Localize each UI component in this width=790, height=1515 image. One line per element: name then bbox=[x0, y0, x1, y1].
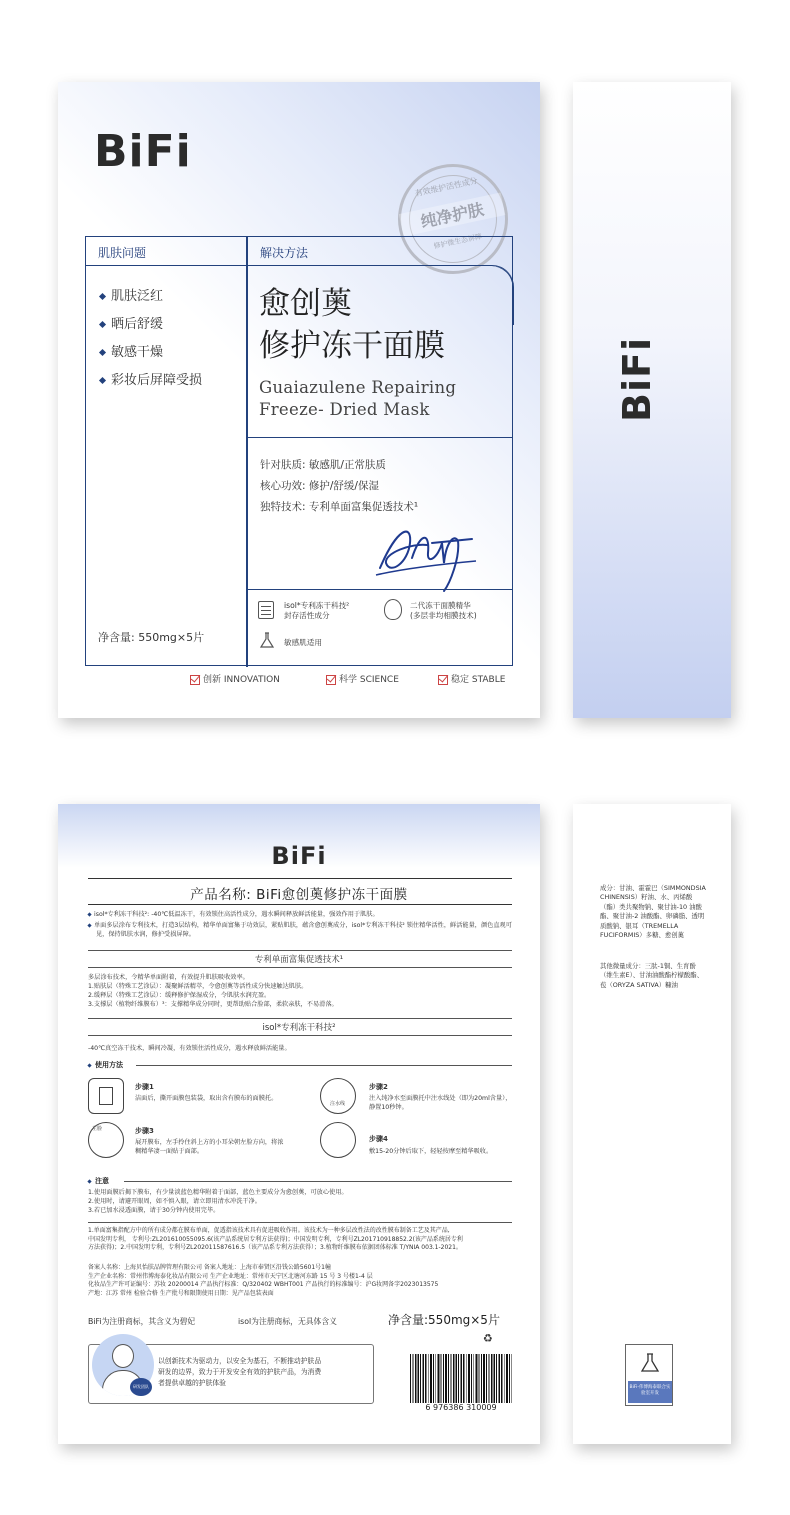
lab-label: BiFi-伟博海泰联合实验室开发 bbox=[628, 1381, 672, 1403]
lab-badge bbox=[625, 1344, 673, 1406]
problem-item: 彩妆后屏障受损 bbox=[100, 369, 202, 397]
check-icon bbox=[190, 675, 200, 685]
net-content-back: 净含量:550mg×5片 bbox=[388, 1313, 500, 1327]
feature-freeze: isol*专利冻干科技² 封存活性成分 bbox=[284, 601, 350, 620]
micro-ingredients: 其他微量成分：三肽-1铜、生育酚（维生素E）、甘油油酸酯柠檬酸酯、苞（ORYZA SATIVA）糠油 bbox=[600, 962, 704, 989]
face-mask-icon bbox=[384, 599, 402, 620]
flask-icon bbox=[258, 631, 276, 649]
side-panel-bottom bbox=[573, 804, 731, 1444]
problem-list bbox=[100, 285, 202, 397]
recycle-icon: ♻ bbox=[483, 1332, 493, 1345]
product-name-en: Guaiazulene Repairing Freeze- Dried Mask bbox=[259, 378, 457, 419]
solution-header: 解决方法 bbox=[260, 246, 309, 260]
step3-text: 展开膜布，左手拎住斜上方的小耳朵朝左脸方向，将浓稠精华凄一面贴于面部。 bbox=[135, 1139, 284, 1155]
step4-title: 步骤4 bbox=[369, 1135, 388, 1143]
sec1-lines: 多层涂布技术，令精华单面附着，有效提升肌肤吸收效率。 1.贴肤层（特殊工艺涂层）：凝聚鲜活精萃，令愈创薁等活性成分快速触达肌肤。 2.缓释层（特殊工艺涂层）：缓释修护保湿成分，令肌肤水润充盈。 3.支撑层（植物纤维膜布）³：支撑精华成分同时，更帮助贴合脸部，柔软亲肤，不易滑落。 bbox=[88, 974, 338, 1008]
brand-logo: BiFi bbox=[94, 126, 192, 177]
tag-stable: 稳定 STABLE bbox=[438, 672, 505, 685]
barcode bbox=[410, 1354, 512, 1404]
side-logo: BiFi bbox=[615, 337, 659, 422]
problem-item: 肌肤泛红 bbox=[100, 285, 202, 313]
signature bbox=[372, 513, 482, 593]
step1-title: 步骤1 bbox=[135, 1083, 154, 1091]
lab-flask-icon bbox=[638, 1351, 662, 1375]
back-panel bbox=[58, 804, 540, 1444]
tag-science: 科学 SCIENCE bbox=[326, 672, 399, 685]
info-table bbox=[85, 236, 513, 666]
stamp-bottom-text: 修护微生态屏障 bbox=[432, 232, 483, 251]
sec2-line: -40℃真空冻干技术，瞬间冷凝，有效锁住活性成分，遇水释放鲜活能量。 bbox=[88, 1045, 291, 1052]
product-name-cn: 愈创薁 修护冻干面膜 bbox=[259, 286, 445, 364]
net-content-front: 净含量: 550mg×5片 bbox=[98, 631, 205, 644]
stamp-top-text: 有效维护活性成分 bbox=[414, 176, 479, 199]
back-bullets: isol*专利冻干科技²: -40℃低温冻干，有效锁住高活性成分，遇水瞬间释放鲜活能量，强效作用于肌肤。 单面多层涂布专利技术，打造3层结构，精华单面富集于功效层，紧贴肌肤，蕴含愈创薁成分，isol*专利冻干科技² 锁住精华活性，鲜活能量，颜色直观可见，保持肌肤水润，修护受损屏障。 bbox=[88, 910, 516, 939]
problem-item: 晒后舒缓 bbox=[100, 313, 202, 341]
barcode-number: 6 976386 310009 bbox=[408, 1403, 514, 1412]
notice-title: 注意 bbox=[88, 1176, 109, 1186]
feature-sensitive: 敏感肌适用 bbox=[284, 638, 322, 647]
usage-title: 使用方法 bbox=[88, 1060, 123, 1070]
sec2-title: isol*专利冻干科技² bbox=[262, 1023, 336, 1033]
step4-text: 敷15-20分钟后取下，轻轻按摩至精华吸收。 bbox=[369, 1148, 493, 1155]
sec1-title: 专利单面富集促透技术¹ bbox=[254, 955, 344, 965]
stamp-center-text: 纯净护肤 bbox=[399, 193, 506, 237]
step1-text: 洁面后，撕开面膜包装袋，取出含有膜布的面膜托。 bbox=[135, 1095, 278, 1102]
product-info: 针对肤质: 敏感肌/正常肤质 核心功效: 修护/舒缓/保湿 独特技术: 专利单面富集促透技术¹ bbox=[260, 459, 419, 513]
problem-header: 肌肤问题 bbox=[98, 246, 147, 260]
check-icon bbox=[326, 675, 336, 685]
back-logo: BiFi bbox=[271, 842, 327, 870]
face-mask-on-icon bbox=[320, 1122, 356, 1158]
tag-innovation: 创新 INNOVATION bbox=[190, 672, 280, 685]
step3-title: 步骤3 bbox=[135, 1127, 154, 1135]
problem-item: 敏感干燥 bbox=[100, 341, 202, 369]
trademark-isol: isol为注册商标，无具体含义 bbox=[238, 1317, 337, 1326]
notice-lines: 1.使用面膜后揭下膜布，有少量淡蓝色精华附着于面部，蓝色主要成分为愈创薁，可放心使用。 2.使用时，请避开眼周，如不慎入眼，请立即用清水冲洗干净。 3.若已加水浸透面膜，请于30分钟内使用完毕。 bbox=[88, 1189, 348, 1214]
water-line-label: 注水线 bbox=[330, 1101, 346, 1107]
document-icon bbox=[258, 601, 274, 619]
brand-statement: 以创新技术为驱动力，以安全为基石，不断推动护肤品 研发的边界，致力于开发安全有效的护肤产品，为消费 者提供卓越的护肤体验 bbox=[158, 1357, 322, 1387]
ingredients: 成分：甘油、霍霍巴（SIMMONDSIA CHINENSIS）籽油、水、丙烯酸（酯）类共聚物钠、聚甘油-10 油酸酯、聚甘油-2 油酸酯、卵磷脂、透明质酸钠、银耳（TREMELLA FUCIFORMIS）多糖、愈创薁 bbox=[600, 884, 706, 940]
mask-tray-icon bbox=[88, 1078, 124, 1114]
back-product-title: 产品名称: BiFi愈创薁修护冻干面膜 bbox=[190, 887, 408, 903]
step2-text: 注入纯净水至面膜托中注水线处（即为20ml含量），静置10秒钟。 bbox=[369, 1095, 512, 1111]
trademark-bifi: BiFi为注册商标，其含义为碧妃 bbox=[88, 1317, 196, 1326]
check-icon bbox=[438, 675, 448, 685]
footnotes: 1.单面富集指配方中的所有成分都在膜布单面，促透指该技术具有促进吸收作用。该技术为一种多层改性法的改性膜布制备工艺及其产品, 中国发明专利， 专利号:ZL201610055095.6(该产品系统居专利方法获得)；中国发明专利，专利号ZL201710918852.2(该产品系统居专利 方法获得)；2.中国发明专利，专利号ZL202011587616.5（该产品系专利方法获得）；3.植物纤维膜布依据团体标准 T/YNIA 003.1-2021。 bbox=[88, 1227, 463, 1252]
rd-team-badge: 研发团队 bbox=[130, 1378, 152, 1396]
front-panel bbox=[58, 82, 540, 718]
side-panel-top bbox=[573, 82, 731, 718]
step2-title: 步骤2 bbox=[369, 1083, 388, 1091]
water-line-icon bbox=[320, 1078, 356, 1114]
feature-essence: 二代冻干面膜精华 (多层非均相膜技术) bbox=[410, 601, 477, 620]
company-info: 备案人名称：上海贝怡肤品牌管理有限公司 备案人地址：上海市奉贤区沿钱公路5601号1幢 生产企业名称：常州伟博海泰化妆品有限公司 生产企业地址：常州市天宁区北塘河东路 15 号 3 号楼1-4 层 化妆品生产许可证编号：苏妆 20200014 产品执行标准：Q/320402 WBHT001 产品执行的标准编号：沪G妆网备字2023013575 产地：江苏 常州 检验合格 生产批号和限期使用日期：见产品包装表面 bbox=[88, 1264, 439, 1297]
left-face-label: 左脸 bbox=[92, 1126, 103, 1132]
